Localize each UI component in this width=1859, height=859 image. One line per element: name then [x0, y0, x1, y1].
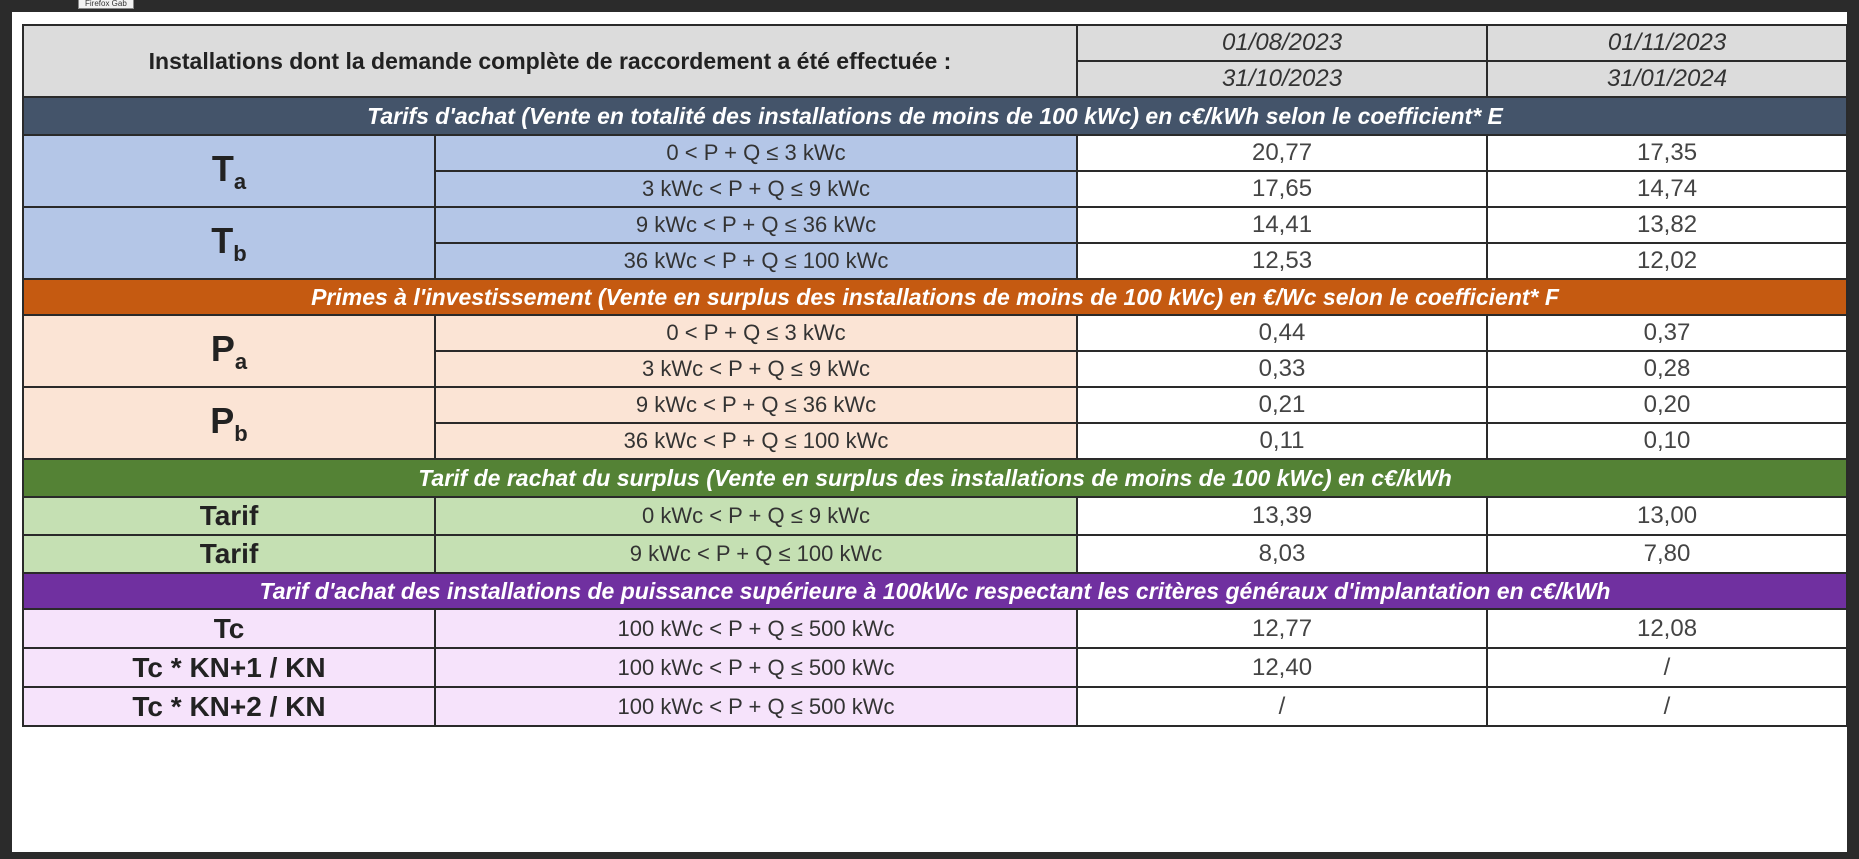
symbol-pa: $P_a$ — [23, 315, 435, 387]
value-cell: / — [1487, 687, 1847, 726]
range-cell: 3 kWc < P + Q ≤ 9 kWc — [435, 171, 1077, 207]
range-cell: 9 kWc < P + Q ≤ 100 kWc — [435, 535, 1077, 573]
value-cell: 0,10 — [1487, 423, 1847, 459]
range-cell: 36 kWc < P + Q ≤ 100 kWc — [435, 423, 1077, 459]
section-title-large-installations: Tarif d'achat des installations de puissance supérieure à 100kWc respectant les critères généraux d'implantation en c€/kWh — [23, 573, 1847, 609]
range-cell: 100 kWc < P + Q ≤ 500 kWc — [435, 609, 1077, 648]
value-cell: 13,82 — [1487, 207, 1847, 243]
value-cell: 0,28 — [1487, 351, 1847, 387]
period1-end: 31/10/2023 — [1077, 61, 1487, 97]
row-label: Tarif — [23, 535, 435, 573]
value-cell: 13,39 — [1077, 497, 1487, 535]
value-cell: / — [1077, 687, 1487, 726]
value-cell: / — [1487, 648, 1847, 687]
value-cell: 8,03 — [1077, 535, 1487, 573]
range-cell: 0 kWc < P + Q ≤ 9 kWc — [435, 497, 1077, 535]
value-cell: 0,37 — [1487, 315, 1847, 351]
value-cell: 14,74 — [1487, 171, 1847, 207]
range-cell: 0 < P + Q ≤ 3 kWc — [435, 315, 1077, 351]
row-label: Tarif — [23, 497, 435, 535]
value-cell: 0,11 — [1077, 423, 1487, 459]
range-cell: 9 kWc < P + Q ≤ 36 kWc — [435, 387, 1077, 423]
symbol-ta: $T_a$ — [23, 135, 435, 207]
value-cell: 17,65 — [1077, 171, 1487, 207]
value-cell: 12,77 — [1077, 609, 1487, 648]
section-title-investment-premiums: Primes à l'investissement (Vente en surplus des installations de moins de 100 kWc) en €/Wc selon le coefficient* F — [23, 279, 1847, 315]
value-cell: 20,77 — [1077, 135, 1487, 171]
value-cell: 14,41 — [1077, 207, 1487, 243]
value-cell: 0,44 — [1077, 315, 1487, 351]
value-cell: 0,33 — [1077, 351, 1487, 387]
table-header-title: Installations dont la demande complète de raccordement a été effectuée : — [23, 25, 1077, 97]
value-cell: 0,21 — [1077, 387, 1487, 423]
range-cell: 9 kWc < P + Q ≤ 36 kWc — [435, 207, 1077, 243]
symbol-tb: $T_b$ — [23, 207, 435, 279]
value-cell: 12,53 — [1077, 243, 1487, 279]
period2-start: 01/11/2023 — [1487, 25, 1847, 61]
range-cell: 100 kWc < P + Q ≤ 500 kWc — [435, 687, 1077, 726]
tariff-document — [12, 12, 1847, 852]
period1-start: 01/08/2023 — [1077, 25, 1487, 61]
range-cell: 36 kWc < P + Q ≤ 100 kWc — [435, 243, 1077, 279]
row-label: Tc — [23, 609, 435, 648]
value-cell: 12,02 — [1487, 243, 1847, 279]
tooltip: Firefox Gab — [78, 0, 134, 9]
section-title-surplus-tariff: Tarif de rachat du surplus (Vente en surplus des installations de moins de 100 kWc) en c€/kWh — [23, 459, 1847, 497]
section-title-purchase-tariffs: Tarifs d'achat (Vente en totalité des installations de moins de 100 kWc) en c€/kWh selon le coefficient* E — [23, 97, 1847, 135]
range-cell: 3 kWc < P + Q ≤ 9 kWc — [435, 351, 1077, 387]
symbol-pb: $P_b$ — [23, 387, 435, 459]
value-cell: 17,35 — [1487, 135, 1847, 171]
value-cell: 0,20 — [1487, 387, 1847, 423]
value-cell: 7,80 — [1487, 535, 1847, 573]
value-cell: 13,00 — [1487, 497, 1847, 535]
tariff-table — [22, 24, 1848, 727]
period2-end: 31/01/2024 — [1487, 61, 1847, 97]
row-label: Tc * KN+2 / KN — [23, 687, 435, 726]
range-cell: 0 < P + Q ≤ 3 kWc — [435, 135, 1077, 171]
value-cell: 12,40 — [1077, 648, 1487, 687]
row-label: Tc * KN+1 / KN — [23, 648, 435, 687]
value-cell: 12,08 — [1487, 609, 1847, 648]
range-cell: 100 kWc < P + Q ≤ 500 kWc — [435, 648, 1077, 687]
